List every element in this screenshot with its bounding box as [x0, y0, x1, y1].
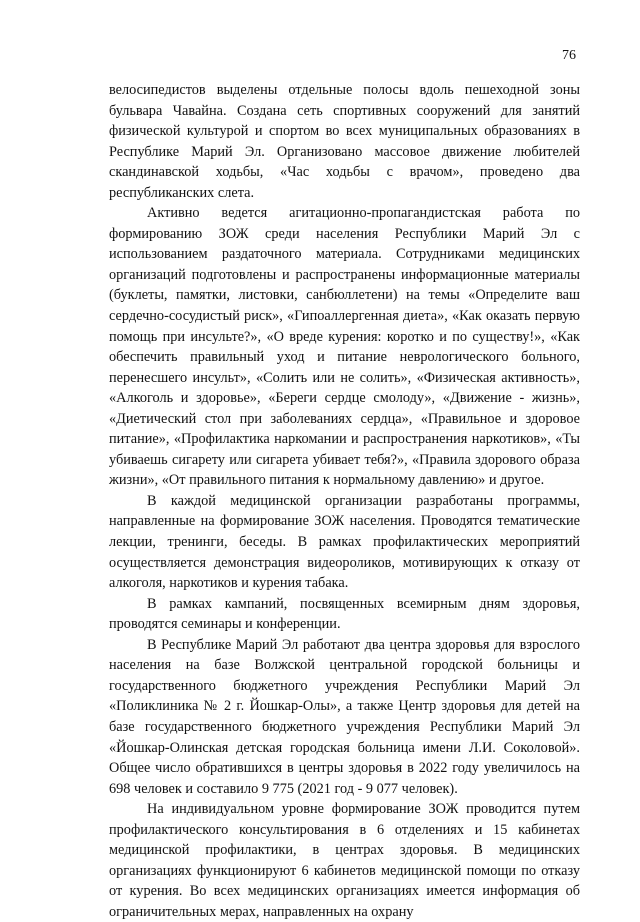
paragraph-individual-level: На индивидуальном уровне формирование ЗОЖ проводится путем профилактического консультирования в 6 отделениях и 15 кабинетах медицинской профилактики, в центрах здоровья. В медицинских организациях функционируют 6 кабинетов медицинской помощи по отказу от курения. Во всех медицинских организациях имеется информация об ограничительных мерах, направленных на охрану [109, 801, 580, 920]
paragraph-campaigns: В рамках кампаний, посвященных всемирным дням здоровья, проводятся семинары и конференции. [109, 595, 580, 633]
document-body [109, 80, 580, 922]
paragraph-agitation: Активно ведется агитационно-пропагандистская работа по формированию ЗОЖ среди населения Республики Марий Эл с использованием раздаточного материала. Сотрудниками медицинских организаций подготовлены и распространены информационные материалы (буклеты, памятки, листовки, санбюллетени) на темы «Определите ваш сердечно-сосудистый риск», «Гипоаллергенная диета», «Как оказать первую помощь при инсульте?», «О вреде курения: коротко и по существу!», «Как обеспечить правильный уход и питание неврологического больного, перенесшего инсульт», «Солить или не солить», «Физическая активность», «Алкоголь и здоровье», «Береги сердце смолоду», «Движение - жизнь», «Диетический стол при заболеваниях сердца», «Правильное и здоровое питание», «Профилактика наркомании и распространения наркотиков», «Ты убиваешь сигарету или сигарета убивает тебя?», «Правила здорового образа жизни», «От правильного питания к нормальному давлению» и другое. [109, 205, 580, 489]
paragraph-health-centers: В Республике Марий Эл работают два центра здоровья для взрослого населения на базе Волжской центральной городской больницы и государственного бюджетного учреждения Республики Марий Эл «Поликлиника № 2 г. Йошкар-Олы», а также Центр здоровья для детей на базе государственного бюджетного учреждения Республики Марий Эл «Йошкар-Олинская детская городская больница имени Л.И. Соколовой». Общее число обратившихся в центры здоровья в 2022 году увеличилось на 698 человек и составило 9 775 (2021 год - 9 077 человек). [109, 636, 580, 797]
paragraph-continuation: велосипедистов выделены отдельные полосы вдоль пешеходной зоны бульвара Чавайна. Создана сеть спортивных сооружений для занятий физической культурой и спортом во всех муниципальных образованиях в Республике Марий Эл. Организовано массовое движение любителей скандинавской ходьбы, «Час ходьбы с врачом», проведено два республиканских слета. [109, 82, 580, 201]
page-number: 76 [562, 48, 576, 63]
paragraph-programs: В каждой медицинской организации разработаны программы, направленные на формирование ЗОЖ населения. Проводятся тематические лекции, тренинги, беседы. В рамках профилактических мероприятий осуществляется демонстрация видеороликов, мотивирующих к отказу от алкоголя, наркотиков и курения табака. [109, 492, 580, 592]
